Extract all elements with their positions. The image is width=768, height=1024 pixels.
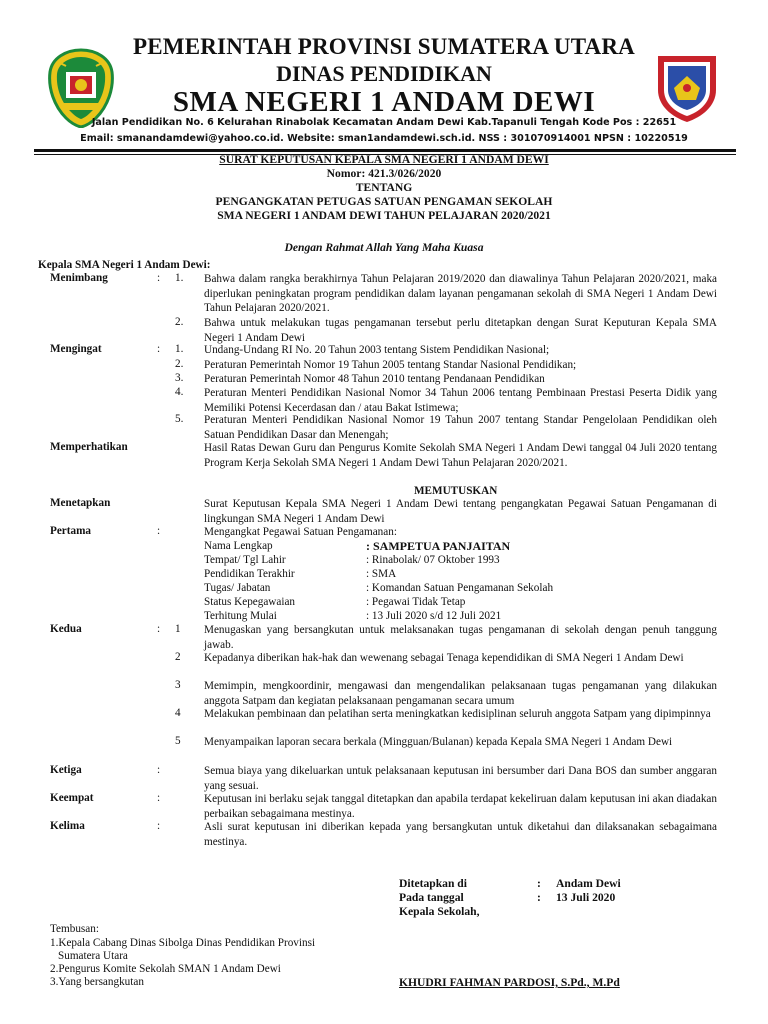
- ketiga-label: Ketiga: [50, 764, 82, 776]
- detail-key: Terhitung Mulai: [204, 610, 277, 622]
- detail-value: : 13 Juli 2020 s/d 12 Juli 2021: [366, 610, 502, 622]
- letterhead-school-name: SMA NEGERI 1 ANDAM DEWI: [172, 86, 596, 118]
- kedua-item: Melakukan pembinaan dan pelatihan serta meningkatkan kedisiplinan seluruh anggota Satpam yang dipimpinnya: [204, 708, 711, 720]
- tembusan-item: 1.Kepala Cabang Dinas Sibolga Dinas Pendidikan Provinsi: [50, 937, 316, 949]
- letterhead-contact: Email: smanandamdewi@yahoo.co.id. Website: sman1andamdewi.sch.id. NSS : 301070914001 NPSN : 10220519: [80, 133, 688, 144]
- detail-key: Tempat/ Tgl Lahir: [204, 554, 286, 566]
- ketiga-colon: :: [157, 764, 161, 776]
- signer-role: Kepala Sekolah,: [399, 905, 480, 918]
- letterhead-department: DINAS PENDIDIKAN: [276, 61, 492, 86]
- detail-key: Pendidikan Terakhir: [204, 568, 295, 580]
- tanggal-label: Pada tanggal: [399, 891, 464, 904]
- memutuskan-heading: MEMUTUSKAN: [414, 485, 498, 497]
- detail-value-name: : SAMPETUA PANJAITAN: [366, 539, 511, 553]
- kedua-colon: :: [157, 623, 161, 635]
- pertama-intro: Mengangkat Pegawai Satuan Pengamanan:: [204, 526, 397, 538]
- detail-key: Status Kepegawaian: [204, 596, 296, 608]
- decree-number: Nomor: 421.3/026/2020: [326, 167, 442, 180]
- menetapkan-label: Menetapkan: [50, 497, 111, 509]
- menimbang-colon: :: [157, 272, 161, 284]
- decree-subject-line1: PENGANGKATAN PETUGAS SATUAN PENGAMAN SEKOLAH: [215, 195, 553, 208]
- kedua-item: Menyampaikan laporan secara berkala (Mingguan/Bulanan) kepada Kepala SMA Negeri 1 Andam Dewi: [204, 736, 673, 748]
- pertama-label: Pertama: [50, 525, 91, 537]
- ketiga-text: Semua biaya yang dikeluarkan untuk pelaksanaan keputusan ini bersumber dari Dana BOS dan sumber anggaran yang sesuai.: [204, 765, 717, 792]
- mengingat-item: Peraturan Menteri Pendidikan Nasional Nomor 34 Tahun 2006 tentang Pembinaan Prestasi Peserta Didik yang Memiliki Potensi Kecerdasan dan / atau Bakat Istimewa;: [204, 387, 717, 414]
- list-number: 3: [175, 679, 181, 691]
- mengingat-colon: :: [157, 343, 161, 355]
- kedua-item: Memimpin, mengkoordinir, mengawasi dan mengendalikan pelaksanaan tugas pengamanan yang dilakukan anggota Satpam dan kegiatan pelaksanaan pengamanan secara umum: [204, 680, 717, 707]
- keempat-colon: :: [157, 792, 161, 804]
- kelima-label: Kelima: [50, 820, 85, 832]
- list-number: 5: [175, 735, 181, 747]
- tembusan-item: Sumatera Utara: [58, 950, 128, 962]
- tanggal-colon: :: [537, 891, 541, 904]
- ditetapkan-value: Andam Dewi: [556, 877, 621, 890]
- keempat-label: Keempat: [50, 792, 94, 804]
- decree-tentang: TENTANG: [355, 181, 413, 194]
- kedua-item: Kepadanya diberikan hak-hak dan wewenang sebagai Tenaga kependidikan di SMA Negeri 1 Andam Dewi: [204, 652, 684, 664]
- mengingat-item: Undang-Undang RI No. 20 Tahun 2003 tentang Sistem Pendidikan Nasional;: [204, 344, 550, 356]
- list-number: 1: [175, 623, 181, 635]
- list-number: 2.: [175, 358, 184, 370]
- ditetapkan-label: Ditetapkan di: [399, 877, 467, 890]
- list-number: 1.: [175, 272, 184, 284]
- signer-name: KHUDRI FAHMAN PARDOSI, S.Pd., M.Pd: [399, 976, 620, 989]
- detail-key: Tugas/ Jabatan: [204, 582, 271, 594]
- kelima-text: Asli surat keputusan ini diberikan kepada yang bersangkutan untuk diketahui dan dilaksanakan sebagaimana mestinya.: [204, 821, 717, 848]
- decree-heading: SURAT KEPUTUSAN KEPALA SMA NEGERI 1 ANDAM DEWI: [219, 153, 549, 166]
- mengingat-item: Peraturan Pemerintah Nomor 48 Tahun 2010 tentang Pendanaan Pendidikan: [204, 373, 545, 385]
- tembusan-item: 2.Pengurus Komite Sekolah SMAN 1 Andam Dewi: [50, 963, 281, 975]
- kedua-label: Kedua: [50, 623, 82, 635]
- detail-value: : Komandan Satuan Pengamanan Sekolah: [366, 582, 554, 594]
- list-number: 1.: [175, 343, 184, 355]
- ditetapkan-colon: :: [537, 877, 541, 890]
- detail-value: : Rinabolak/ 07 Oktober 1993: [366, 554, 500, 566]
- list-number: 2: [175, 651, 181, 663]
- list-number: 5.: [175, 413, 184, 425]
- list-number: 2.: [175, 316, 184, 328]
- list-number: 3.: [175, 372, 184, 384]
- tembusan-title: Tembusan:: [50, 923, 99, 935]
- letterhead-address: Jalan Pendidikan No. 6 Kelurahan Rinabolak Kecamatan Andam Dewi Kab.Tapanuli Tengah Kode Pos : 22651: [91, 117, 677, 128]
- memperhatikan-text: Hasil Ratas Dewan Guru dan Pengurus Komite Sekolah SMA Negeri 1 Andam Dewi tanggal 04 Juli 2020 tentang Program Kerja Sekolah SMA Negeri 1 Andam Dewi Tahun Pelajaran 2020/2021.: [204, 442, 717, 469]
- menimbang-label: Menimbang: [50, 272, 108, 284]
- letterhead-divider-thick: [34, 149, 736, 152]
- detail-value: : Pegawai Tidak Tetap: [366, 596, 466, 608]
- menetapkan-text: Surat Keputusan Kepala SMA Negeri 1 Andam Dewi tentang pengangkatan Pegawai Satuan Pengamanan di lingkungan SMA Negeri 1 Andam Dewi: [204, 498, 717, 525]
- list-number: 4: [175, 707, 181, 719]
- opening-line: Kepala SMA Negeri 1 Andam Dewi:: [38, 259, 211, 271]
- letterhead-government: PEMERINTAH PROVINSI SUMATERA UTARA: [133, 34, 635, 59]
- menimbang-item: Bahwa dalam rangka berakhirnya Tahun Pelajaran 2019/2020 dan diawalinya Tahun Pelajaran 2020/2021, maka diperlukan peningkatan program pendidikan dalam layanan pengamanan sekolah di SMA Negeri 1 Andam Dewi Tahun Pelajaran 2020/2021.: [204, 273, 717, 314]
- detail-value: : SMA: [366, 568, 397, 580]
- decree-subject-line2: SMA NEGERI 1 ANDAM DEWI TAHUN PELAJARAN 2020/2021: [217, 209, 551, 222]
- kedua-item: Menugaskan yang bersangkutan untuk melaksanakan tugas pengamanan di sekolah dengan penuh tanggung jawab.: [204, 624, 717, 651]
- pertama-colon: :: [157, 525, 161, 537]
- tembusan-item: 3.Yang bersangkutan: [50, 976, 144, 988]
- mengingat-item: Peraturan Pemerintah Nomor 19 Tahun 2005 tentang Standar Nasional Pendidikan;: [204, 359, 577, 371]
- memperhatikan-label: Memperhatikan: [50, 441, 128, 453]
- keempat-text: Keputusan ini berlaku sejak tanggal ditetapkan dan apabila terdapat kekeliruan dalam keputusan ini akan diadakan perbaikan sebagaimana mestinya.: [204, 793, 717, 820]
- invocation: Dengan Rahmat Allah Yang Maha Kuasa: [284, 241, 484, 254]
- tanggal-value: 13 Juli 2020: [556, 891, 616, 904]
- mengingat-item: Peraturan Menteri Pendidikan Nasional Nomor 19 Tahun 2007 tentang Standar Pengelolaan Pendidikan oleh Satuan Pendidikan Dasar dan Menengah;: [204, 414, 717, 441]
- detail-key: Nama Lengkap: [204, 540, 273, 552]
- menimbang-item: Bahwa untuk melakukan tugas pengamanan tersebut perlu ditetapkan dengan Surat Keputuran Kepala SMA Negeri 1 Andam Dewi: [204, 317, 717, 344]
- list-number: 4.: [175, 386, 184, 398]
- kelima-colon: :: [157, 820, 161, 832]
- mengingat-label: Mengingat: [50, 343, 102, 355]
